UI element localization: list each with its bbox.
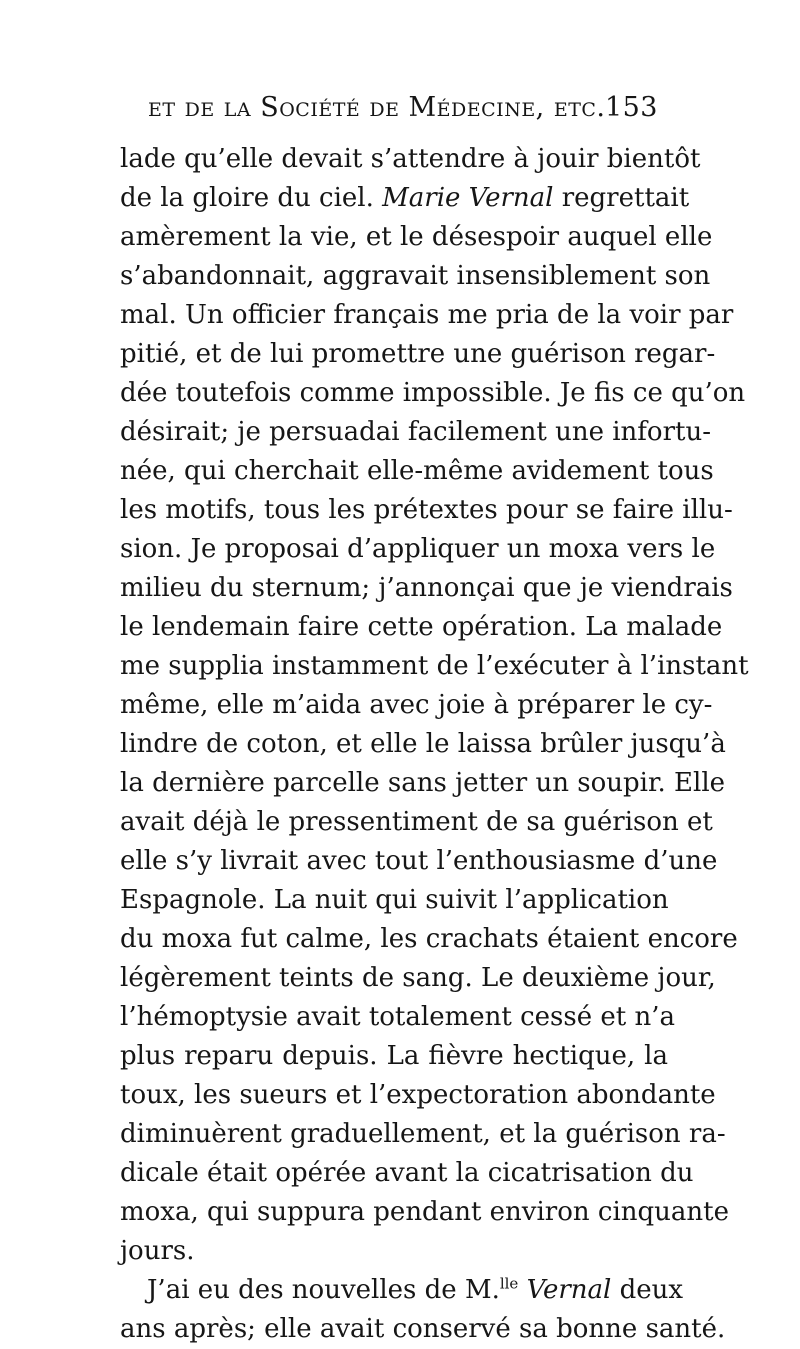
text-segment: regrettait [553, 183, 690, 213]
text-segment: s’abandonnait, aggravait insensiblement son [120, 261, 711, 291]
text-line [120, 998, 675, 1037]
text-line [120, 1232, 668, 1271]
text-line [120, 413, 711, 452]
text-segment: la dernière parcelle sans jetter un soupir. Elle [120, 768, 726, 798]
running-head [148, 92, 658, 132]
text-line [120, 1193, 729, 1232]
body-text [120, 140, 749, 1349]
text-line [120, 842, 718, 881]
text-line [120, 1076, 716, 1115]
page-number: 153 [604, 92, 658, 123]
text-segment [518, 1275, 526, 1305]
text-segment: me supplia instamment de l’exécuter à l’instant [120, 651, 749, 681]
text-segment: deux [611, 1275, 684, 1305]
text-line [120, 647, 749, 686]
text-segment: toux, les sueurs et l’expectoration abondante [120, 1080, 716, 1110]
text-line [120, 1310, 726, 1349]
text-segment: sion. Je proposai d’appliquer un moxa vers le [120, 534, 716, 564]
text-segment: Espagnole. La nuit qui suivit l’application [120, 885, 669, 915]
text-segment: J’ai eu des nouvelles de M. [147, 1275, 500, 1305]
text-segment: milieu du sternum; j’annonçai que je viendrais [120, 573, 733, 603]
text-segment: le lendemain faire cette opération. La malade [120, 612, 723, 642]
text-segment: dée toutefois comme impossible. Je fis ce qu’on [120, 378, 746, 408]
text-segment: même, elle m’aida avec joie à préparer le cy- [120, 690, 713, 720]
text-segment: désirait; je persuadai facilement une infortu- [120, 417, 711, 447]
italic-text: Marie Vernal [382, 183, 554, 213]
superscript: lle [499, 1274, 519, 1293]
text-line [120, 1037, 668, 1076]
text-segment: les motifs, tous les prétextes pour se faire illu- [120, 495, 733, 525]
text-line [120, 491, 733, 530]
text-segment: elle s’y livrait avec tout l’enthousiasme d’une [120, 846, 718, 876]
text-segment: pitié, et de lui promettre une guérison regar- [120, 339, 716, 369]
text-line [120, 608, 723, 647]
text-line [120, 686, 713, 725]
text-segment: lade qu’elle devait s’attendre à jouir bientôt [120, 144, 701, 174]
text-segment: plus reparu depuis. La fièvre hectique, la [120, 1041, 668, 1071]
text-segment: jours. [120, 1236, 195, 1266]
text-line [120, 959, 716, 998]
text-line [120, 140, 701, 179]
running-head-title: et de la Société de Médecine, etc. [148, 92, 606, 123]
text-segment: ans après; elle avait conservé sa bonne santé. [120, 1314, 726, 1344]
text-line [120, 452, 714, 491]
text-line [120, 257, 711, 296]
text-line [120, 179, 690, 218]
text-line [120, 296, 734, 335]
text-segment: avait déjà le pressentiment de sa guérison et [120, 807, 713, 837]
text-line [120, 803, 713, 842]
text-segment: moxa, qui suppura pendant environ cinquante [120, 1197, 729, 1227]
text-line [120, 374, 746, 413]
text-line [120, 530, 716, 569]
text-segment: née, qui cherchait elle-même avidement tous [120, 456, 714, 486]
text-segment: du moxa fut calme, les crachats étaient encore [120, 924, 738, 954]
text-line [120, 725, 726, 764]
text-segment: légèrement teints de sang. Le deuxième jour, [120, 963, 716, 993]
text-line [120, 335, 716, 374]
text-line [120, 881, 668, 920]
italic-text: Vernal [526, 1275, 612, 1305]
text-segment: amèrement la vie, et le désespoir auquel elle [120, 222, 713, 252]
text-line [120, 218, 713, 257]
text-line [120, 764, 726, 803]
text-line [120, 1115, 726, 1154]
text-segment: lindre de coton, et elle le laissa brûler jusqu’à [120, 729, 726, 759]
text-segment: diminuèrent graduellement, et la guérison ra- [120, 1119, 726, 1149]
text-line [120, 920, 738, 959]
text-segment: dicale était opérée avant la cicatrisation du [120, 1158, 694, 1188]
text-segment: l’hémoptysie avait totalement cessé et n’a [120, 1002, 675, 1032]
text-segment: mal. Un officier français me pria de la voir par [120, 300, 734, 330]
text-line [120, 569, 733, 608]
text-segment: de la gloire du ciel. [120, 183, 383, 213]
text-line [120, 1154, 694, 1193]
text-line [120, 1271, 684, 1310]
